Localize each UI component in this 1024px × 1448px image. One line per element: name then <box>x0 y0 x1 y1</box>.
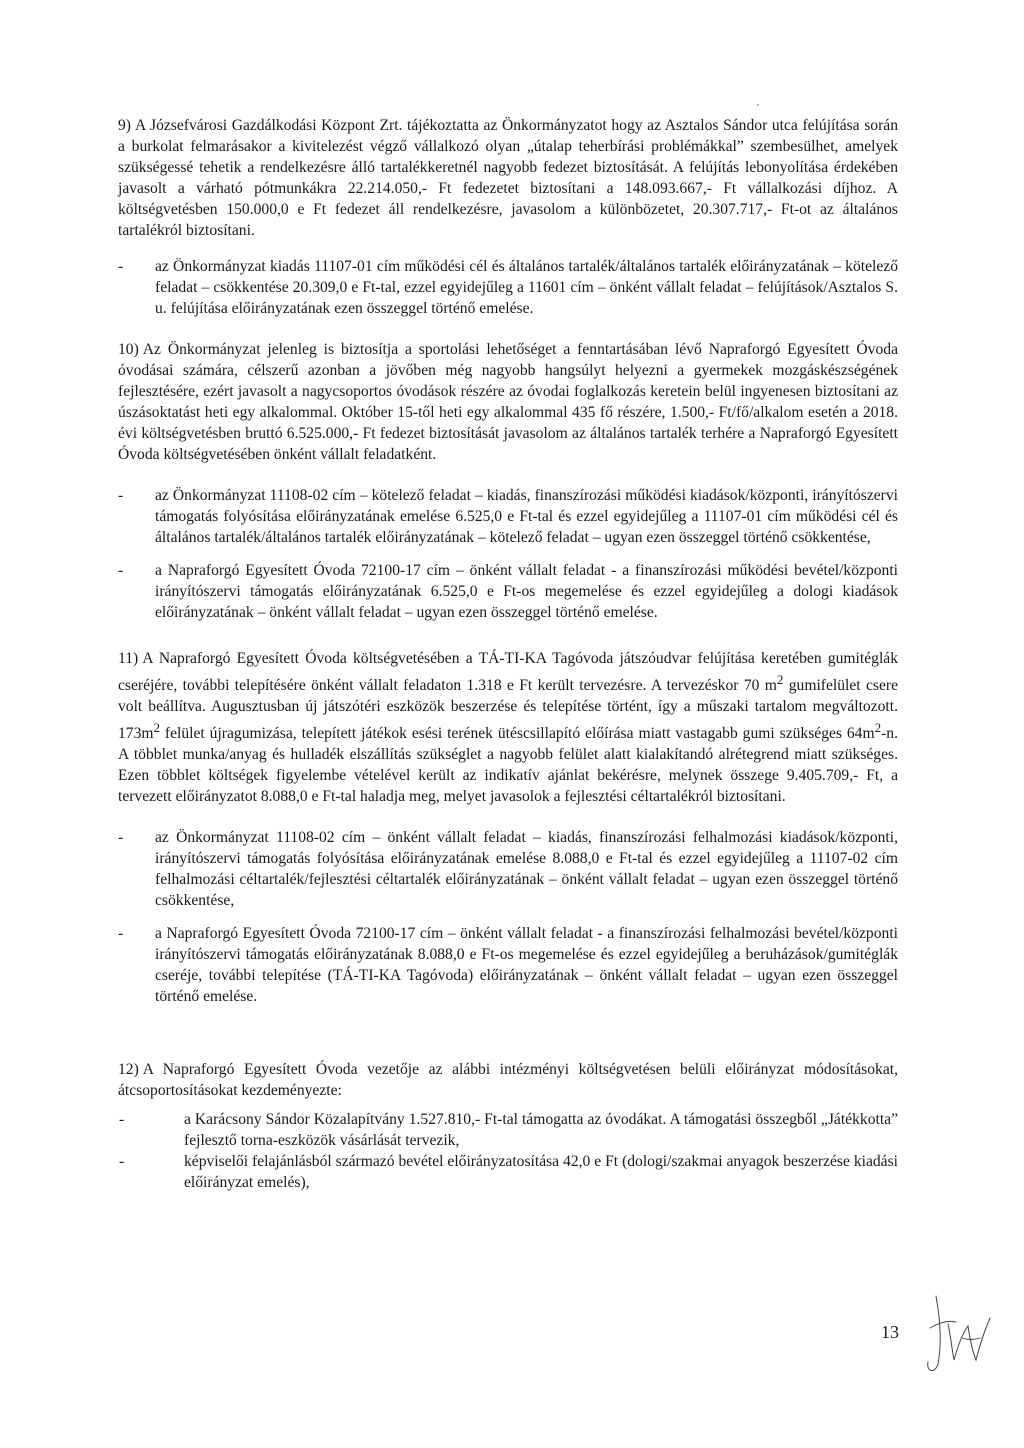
section-number: 12) <box>118 1061 139 1079</box>
section-9-list <box>118 256 898 319</box>
list-item: - a Karácsony Sándor Közalapítvány 1.527.810,- Ft-tal támogatta az óvodákat. A támogatási összegből „Játékkotta” fejlesztő torna-eszközök vásárlását tervezik, <box>118 1109 898 1151</box>
section-number: 11) <box>118 650 139 667</box>
list-item: - az Önkormányzat 11108-02 cím – önként vállalt feladat – kiadás, finanszírozási felhalmozási kiadások/központi, irányítószervi támogatás folyósítása előirányzatának emelése 8.088,0 e Ft-tal és ezzel egyidejűleg a 11107-02 cím felhalmozási céltartalék/fejlesztési céltartalék előirányzatának – önként vállalt feladat – ugyan ezen összeggel történő csökkentése, <box>118 827 898 911</box>
list-item: - az Önkormányzat 11108-02 cím – kötelező feladat – kiadás, finanszírozási működési kiadások/központi, irányítószervi támogatás folyósítása előirányzatának emelése 6.525,0 e Ft-tal és ezzel egyidejűleg a 11107-01 cím működési cél és általános tartalék/általános tartalék előirányzatának – kötelező feladat – ugyan ezen összeggel történő csökkentése, <box>118 485 898 548</box>
section-11-paragraph <box>118 648 898 807</box>
section-text-part: A Napraforgó Egyesített Óvoda költségvetésében a TÁ-TI-KA Tagóvoda játszóudvar felújítása keretében gumitéglák cseréjére, további telepítésére önként vállalt feladaton 1.318 e Ft került tervezésre. A tervezéskor 70 m <box>118 650 898 695</box>
superscript: 2 <box>874 720 882 736</box>
section-11-list <box>118 827 898 1007</box>
section-10 <box>118 339 898 623</box>
section-text: A Napraforgó Egyesített Óvoda vezetője az alábbi intézményi költségvetésen belüli előirányzat módosításokat, átcsoportosításokat kezdeményezte: <box>118 1061 898 1100</box>
section-12 <box>118 1059 898 1193</box>
section-text-part: -n. A többlet munka/anyag és hulladék elszállítás szükséglet a nagyobb felület alatt kialakítandó alrétegrend miatt szükséges. Ezen többlet költségek figyelembe vételével került az indikatív ajánlat bekérésre, melynek összege 9.405.709,- Ft, a tervezett előirányzatot 8.088,0 e Ft-tal haladja meg, melyet javasolok a fejlesztési céltartalékról biztosítani. <box>118 725 898 806</box>
list-item: - képviselői felajánlásból származó bevétel előirányzatosítása 42,0 e Ft (dologi/szakmai anyagok beszerzése kiadási előirányzat emelés), <box>118 1151 898 1193</box>
document-body <box>118 115 898 1193</box>
superscript: 2 <box>153 720 161 736</box>
section-9-paragraph <box>118 115 898 241</box>
section-number: 9) <box>118 117 131 134</box>
section-text-part: felület újragumizása, telepített játékok esési terének ütéscsillapító előírása miatt vastagabb gumi szükséges 64m <box>160 725 875 743</box>
list-item: - a Napraforgó Egyesített Óvoda 72100-17 cím – önként vállalt feladat - a finanszírozási működési bevétel/központi irányítószervi támogatás előirányzatának 6.525,0 e Ft-os megemelése és ezzel egyidejűleg a dologi kiadások előirányzatának – önként vállalt feladat – ugyan ezen összeggel történő emelése. <box>118 560 898 623</box>
section-text-part: gumifelület csere volt beállítva. Augusztusban új játszótéri eszközök beszerzése és telepítése történt, így a műszaki tartalom megváltozott. 173m <box>118 677 898 743</box>
section-12-list <box>118 1109 898 1193</box>
section-12-paragraph <box>118 1059 898 1101</box>
section-text: A Józsefvárosi Gazdálkodási Központ Zrt. tájékoztatta az Önkormányzatot hogy az Asztalos Sándor utca felújítása során a burkolat felmarásakor a kivitelezést végző vállalkozó olyan „útalap teherbírási problémákkal” szembesülhet, amelyek szükségessé tehetik a rendelkezésre álló tartalékkeretnél nagyobb fedezet biztosítását. A felújítás lebonyolítása érdekében javasolt a várható pótmunkákra 22.214.050,- Ft fedezetet biztosítani a 148.093.667,- Ft vállalkozási díjhoz. A költségvetésben 150.000,0 e Ft fedezet áll rendelkezésre, javasolom a különbözetet, 20.307.717,- Ft-ot az általános tartalékról biztosítani. <box>118 117 898 239</box>
scan-speck <box>757 104 759 106</box>
list-item: - az Önkormányzat kiadás 11107-01 cím működési cél és általános tartalék/általános tartalék előirányzatának – kötelező feladat – csökkentése 20.309,0 e Ft-tal, ezzel egyidejűleg a 11601 cím – önként vállalt feladat – felújítások/Asztalos S. u. felújítása előirányzatának ezen összeggel történő emelése. <box>118 256 898 319</box>
handwritten-signature-icon <box>918 1288 998 1378</box>
section-10-paragraph <box>118 339 898 465</box>
list-item: - a Napraforgó Egyesített Óvoda 72100-17 cím – önként vállalt feladat - a finanszírozási felhalmozási bevétel/központi irányítószervi támogatás előirányzatának 8.088,0 e Ft-os megemelése és ezzel egyidejűleg a beruházások/gumitéglák cseréje, további telepítése (TÁ-TI-KA Tagóvoda) előirányzatának – önként vállalt feladat – ugyan ezen összeggel történő emelése. <box>118 923 898 1007</box>
section-9 <box>118 115 898 319</box>
section-11 <box>118 648 898 1007</box>
section-number: 10) <box>118 341 139 358</box>
section-10-list <box>118 485 898 623</box>
section-text: Az Önkormányzat jelenleg is biztosítja a sportolási lehetőséget a fenntartásában lévő Napraforgó Egyesített Óvoda óvodásai számára, célszerű azonban a jövőben még nagyobb hangsúlyt helyezni a gyermekek mozgáskészségének fejlesztésére, ezért javasolt a nagycsoportos óvodások részére az óvodai foglalkozás keretein belül ingyenesen biztosítani az úszásoktatást heti egy alkalommal. Október 15-től heti egy alkalommal 435 fő részére, 1.500,- Ft/fő/alkalom esetén a 2018. évi költségvetésben bruttó 6.525.000,- Ft fedezet biztosítását javasolom az általános tartalék terhére a Napraforgó Egyesített Óvoda költségvetésében önként vállalt feladatként. <box>118 341 898 463</box>
superscript: 2 <box>776 672 784 687</box>
page-number: 13 <box>881 1322 899 1342</box>
